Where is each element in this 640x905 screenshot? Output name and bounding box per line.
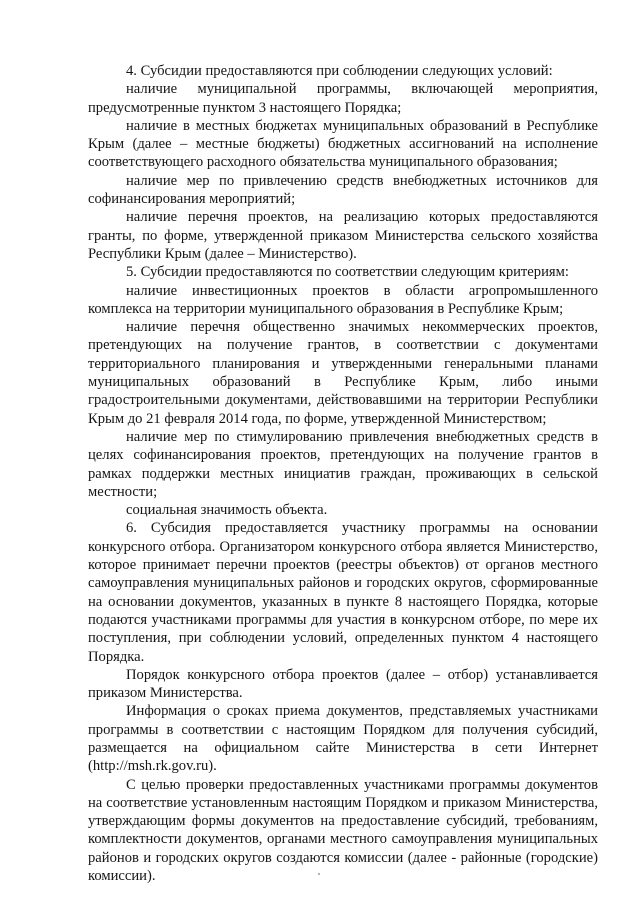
scan-speck [318, 873, 320, 875]
criterion-project-list: наличие перечня общественно значимых некоммерческих проектов, претендующих на получение грантов, в соответствии с документами территориального планирования и утвержденными генеральными планами муниципальных образований в Республике Крым, либо иными градостроительными документами, действовавшими на территории Республики Крым до 21 февраля 2014 года, по форме, утвержденной Министерством; [88, 319, 598, 427]
condition-budget: наличие в местных бюджетах муниципальных образований в Республике Крым (далее – местные бюджеты) бюджетных ассигнований на исполнение соответствующего расходного обязательства муниципального образования; [88, 117, 598, 171]
commission-paragraph: С целью проверки предоставленных участниками программы документов на соответствие установленным настоящим Порядком и приказом Министерства, утверждающим формы документов на предоставление субсидий, требованиям, комплектности документов, органами местного самоуправления муниципальных районов и городских округов создаются комиссии (далее - районные (городские) комиссии). [88, 776, 598, 885]
criterion-investment: наличие инвестиционных проектов в области агропромышленного комплекса на территории муниципального образования в Республике Крым; [88, 282, 598, 317]
condition-program: наличие муниципальной программы, включающей мероприятия, предусмотренные пунктом 3 настоящего Порядка; [88, 81, 598, 116]
condition-offbudget: наличие мер по привлечению средств внебюджетных источников для софинансирования мероприятий; [88, 172, 598, 208]
paragraph-5-title: 5. Субсидии предоставляются по соответствии следующим критериям: [126, 264, 569, 281]
selection-procedure: Порядок конкурсного отбора проектов (далее – отбор) устанавливается приказом Министерства. [88, 666, 598, 702]
criterion-stimulation: наличие мер по стимулированию привлечения внебюджетных средств в целях софинансирования проектов, претендующих на получение грантов в рамках поддержки местных инициатив граждан, проживающих в сельской местности; [88, 428, 598, 500]
paragraph-4-title: 4. Субсидии предоставляются при соблюдении следующих условий: [126, 63, 553, 79]
paragraph-6: 6. Субсидия предоставляется участнику программы на основании конкурсного отбора. Организатором конкурсного отбора является Министерство, которое принимает перечни проектов (реестры объектов) от органов местного самоуправления муниципальных районов и городских округов, сформированные на основании документов, указанных в пункте 8 настоящего Порядка, которые подаются участниками программы для участия в конкурсном отборе, по мере их поступления, при соблюдении условий, определенных пунктом 4 настоящего Порядка. [88, 520, 598, 665]
document-page [88, 62, 598, 885]
criterion-social: социальная значимость объекта. [126, 502, 328, 519]
condition-project-list: наличие перечня проектов, на реализацию которых предоставляются гранты, по форме, утвержденной приказом Министерства сельского хозяйства Республики Крым (далее – Министерство). [88, 209, 598, 262]
information-paragraph: Информация о сроках приема документов, представляемых участниками программы в соответствии с настоящим Порядком для получения субсидий, размещается на официальном сайте Министерства в сети Интернет (http://msh.rk.gov.ru). [88, 703, 598, 775]
